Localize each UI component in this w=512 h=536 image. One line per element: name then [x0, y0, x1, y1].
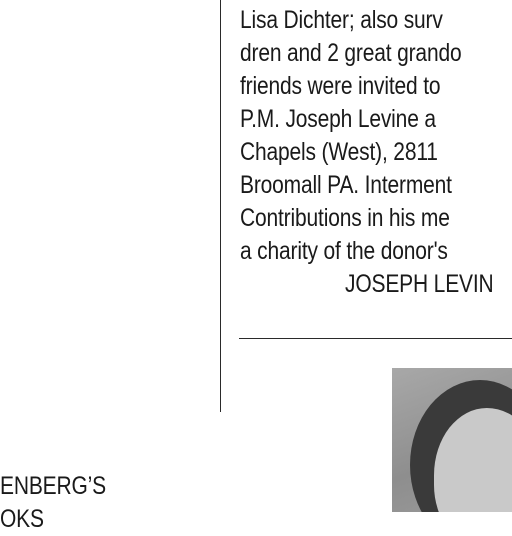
- text-line: Contributions in his me: [240, 204, 450, 232]
- text-line: dren and 2 great grando: [240, 39, 462, 67]
- funeral-home-signature: ENBERG’S: [0, 472, 107, 500]
- column-divider: [220, 0, 221, 412]
- portrait-photo: [392, 368, 512, 512]
- funeral-home-signature: JOSEPH LEVIN: [345, 270, 494, 298]
- text-line: P.M. Joseph Levine a: [240, 105, 436, 133]
- text-line: Chapels (West), 2811: [240, 138, 438, 166]
- text-line: Broomall PA. Interment: [240, 171, 452, 199]
- funeral-home-signature-2: OKS: [0, 505, 44, 533]
- text-line: Lisa Dichter; also surv: [240, 6, 443, 34]
- text-line: friends were invited to: [240, 72, 441, 100]
- section-divider: [239, 338, 512, 339]
- text-line: a charity of the donor's: [240, 237, 448, 265]
